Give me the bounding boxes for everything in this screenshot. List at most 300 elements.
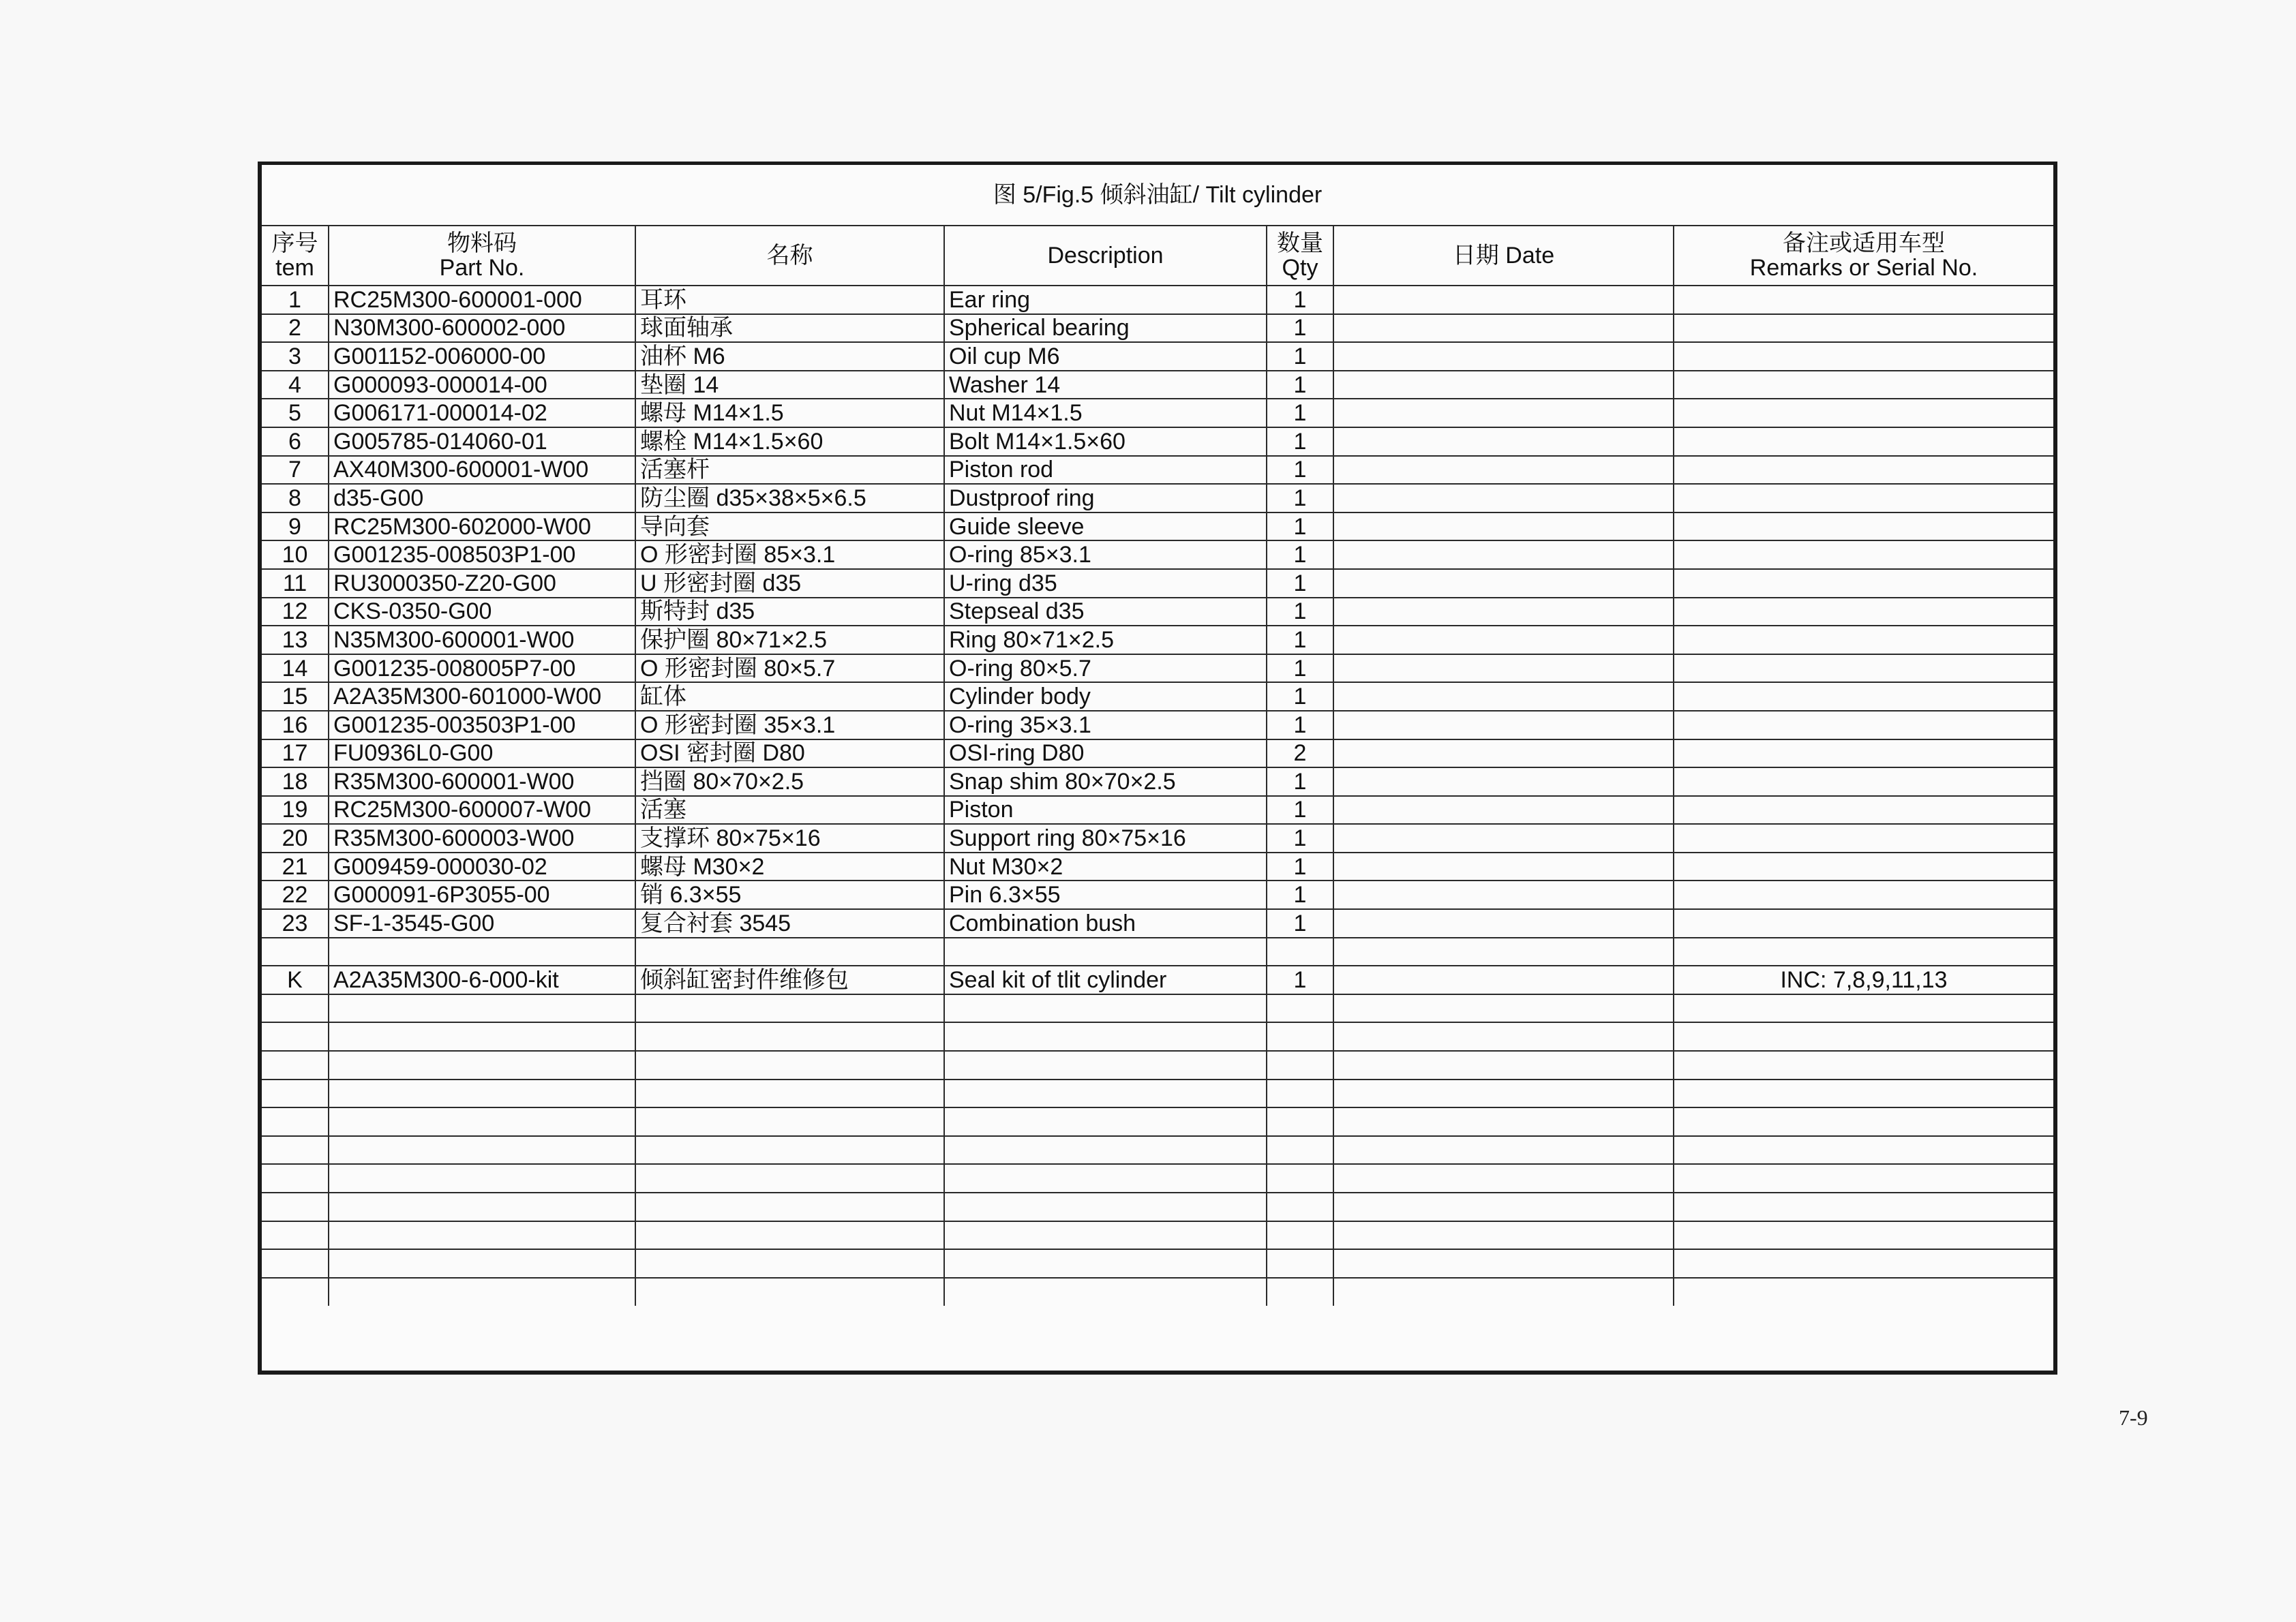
cell-description — [944, 1249, 1267, 1278]
cell-remarks — [1674, 1221, 2053, 1250]
table-row — [262, 682, 2053, 711]
cell-description — [944, 1080, 1267, 1108]
cell-name: 耳环 — [635, 286, 944, 314]
cell-date — [1333, 938, 1674, 966]
cell-item: 2 — [262, 314, 329, 343]
cell-date — [1333, 1107, 1674, 1136]
cell-description: O-ring 85×3.1 — [944, 540, 1267, 569]
cell-remarks: INC: 7,8,9,11,13 — [1674, 966, 2053, 994]
cell-description: Dustproof ring — [944, 484, 1267, 512]
cell-part-no — [329, 994, 635, 1023]
cell-part-no — [329, 1080, 635, 1108]
cell-description: Seal kit of tlit cylinder — [944, 966, 1267, 994]
cell-date — [1333, 796, 1674, 825]
cell-qty — [1267, 1107, 1333, 1136]
cell-date — [1333, 512, 1674, 541]
cell-remarks — [1674, 824, 2053, 853]
cell-part-no — [329, 1221, 635, 1250]
table-row — [262, 1164, 2053, 1193]
cell-remarks — [1674, 881, 2053, 909]
table-row — [262, 484, 2053, 512]
cell-remarks — [1674, 654, 2053, 683]
cell-remarks — [1674, 767, 2053, 796]
cell-qty: 1 — [1267, 796, 1333, 825]
cell-name: 油杯 M6 — [635, 342, 944, 371]
cell-remarks — [1674, 399, 2053, 427]
cell-description — [944, 1107, 1267, 1136]
cell-name: OSI 密封圈 D80 — [635, 739, 944, 768]
cell-item: 17 — [262, 739, 329, 768]
cell-description: Ring 80×71×2.5 — [944, 626, 1267, 654]
cell-item — [262, 1193, 329, 1221]
cell-remarks — [1674, 569, 2053, 598]
cell-qty: 1 — [1267, 427, 1333, 456]
cell-part-no: N35M300-600001-W00 — [329, 626, 635, 654]
cell-remarks — [1674, 682, 2053, 711]
header-part-en: Part No. — [439, 255, 525, 281]
cell-name: 倾斜缸密封件维修包 — [635, 966, 944, 994]
cell-remarks — [1674, 598, 2053, 626]
cell-qty: 2 — [1267, 739, 1333, 768]
cell-date — [1333, 711, 1674, 739]
table-row — [262, 1107, 2053, 1136]
cell-name — [635, 1249, 944, 1278]
cell-item — [262, 1051, 329, 1080]
cell-date — [1333, 540, 1674, 569]
header-name: 名称 — [635, 226, 944, 286]
cell-part-no: RU3000350-Z20-G00 — [329, 569, 635, 598]
cell-date — [1333, 1080, 1674, 1108]
cell-date — [1333, 1136, 1674, 1165]
cell-date — [1333, 626, 1674, 654]
cell-date — [1333, 853, 1674, 881]
cell-part-no: A2A35M300-6-000-kit — [329, 966, 635, 994]
cell-part-no: G005785-014060-01 — [329, 427, 635, 456]
header-description: Description — [944, 226, 1267, 286]
cell-part-no: G009459-000030-02 — [329, 853, 635, 881]
cell-name: 防尘圈 d35×38×5×6.5 — [635, 484, 944, 512]
cell-qty: 1 — [1267, 824, 1333, 853]
cell-name — [635, 1022, 944, 1051]
cell-part-no — [329, 1193, 635, 1221]
cell-item: 8 — [262, 484, 329, 512]
cell-item: 7 — [262, 456, 329, 485]
cell-item: 6 — [262, 427, 329, 456]
cell-qty: 1 — [1267, 314, 1333, 343]
table-row — [262, 342, 2053, 371]
table-row — [262, 1193, 2053, 1221]
cell-date — [1333, 342, 1674, 371]
cell-qty: 1 — [1267, 456, 1333, 485]
cell-name: 垫圈 14 — [635, 371, 944, 399]
cell-part-no: RC25M300-600007-W00 — [329, 796, 635, 825]
cell-qty: 1 — [1267, 682, 1333, 711]
page-number: 7-9 — [2119, 1405, 2148, 1430]
cell-remarks — [1674, 1107, 2053, 1136]
header-remarks-cn: 备注或适用车型 — [1783, 230, 1946, 256]
table-row — [262, 427, 2053, 456]
cell-name — [635, 1278, 944, 1306]
table-row — [262, 371, 2053, 399]
table-row — [262, 824, 2053, 853]
cell-name — [635, 1193, 944, 1221]
cell-remarks — [1674, 739, 2053, 768]
table-row — [262, 966, 2053, 994]
table-row — [262, 853, 2053, 881]
cell-item: 16 — [262, 711, 329, 739]
table-row — [262, 739, 2053, 768]
cell-qty: 1 — [1267, 484, 1333, 512]
cell-description — [944, 1278, 1267, 1306]
cell-part-no — [329, 938, 635, 966]
cell-part-no: G000091-6P3055-00 — [329, 881, 635, 909]
cell-name: O 形密封圈 35×3.1 — [635, 711, 944, 739]
cell-part-no: G000093-000014-00 — [329, 371, 635, 399]
cell-remarks — [1674, 1193, 2053, 1221]
cell-item: 1 — [262, 286, 329, 314]
table-row — [262, 314, 2053, 343]
table-row — [262, 540, 2053, 569]
cell-name: 销 6.3×55 — [635, 881, 944, 909]
cell-item: 5 — [262, 399, 329, 427]
cell-date — [1333, 399, 1674, 427]
cell-date — [1333, 881, 1674, 909]
cell-description — [944, 1022, 1267, 1051]
cell-item — [262, 1107, 329, 1136]
cell-remarks — [1674, 456, 2053, 485]
cell-part-no: N30M300-600002-000 — [329, 314, 635, 343]
cell-name: 复合衬套 3545 — [635, 909, 944, 938]
table-row — [262, 1022, 2053, 1051]
cell-item — [262, 994, 329, 1023]
cell-item — [262, 1022, 329, 1051]
cell-name: 缸体 — [635, 682, 944, 711]
header-date: 日期 Date — [1333, 226, 1674, 286]
cell-part-no — [329, 1164, 635, 1193]
cell-qty: 1 — [1267, 569, 1333, 598]
cell-item — [262, 1164, 329, 1193]
cell-description: OSI-ring D80 — [944, 739, 1267, 768]
cell-description: Piston rod — [944, 456, 1267, 485]
cell-description: Guide sleeve — [944, 512, 1267, 541]
header-item-cn: 序号 — [271, 230, 318, 256]
cell-description: Nut M14×1.5 — [944, 399, 1267, 427]
cell-description: Bolt M14×1.5×60 — [944, 427, 1267, 456]
cell-item — [262, 1221, 329, 1250]
cell-date — [1333, 739, 1674, 768]
cell-date — [1333, 598, 1674, 626]
cell-name — [635, 938, 944, 966]
cell-part-no: R35M300-600001-W00 — [329, 767, 635, 796]
cell-qty: 1 — [1267, 853, 1333, 881]
table-row — [262, 512, 2053, 541]
cell-item: 18 — [262, 767, 329, 796]
cell-qty — [1267, 1278, 1333, 1306]
header-row — [262, 226, 2053, 286]
cell-qty — [1267, 1249, 1333, 1278]
header-item — [262, 226, 329, 286]
table-row — [262, 909, 2053, 938]
cell-date — [1333, 1051, 1674, 1080]
header-part-cn: 物料码 — [447, 230, 517, 256]
table-row — [262, 1136, 2053, 1165]
cell-name — [635, 1136, 944, 1165]
cell-item: 13 — [262, 626, 329, 654]
cell-name — [635, 1164, 944, 1193]
cell-description: Support ring 80×75×16 — [944, 824, 1267, 853]
header-qty-cn: 数量 — [1277, 230, 1323, 256]
cell-item — [262, 1278, 329, 1306]
cell-date — [1333, 1249, 1674, 1278]
cell-part-no — [329, 1051, 635, 1080]
cell-date — [1333, 456, 1674, 485]
cell-name: 球面轴承 — [635, 314, 944, 343]
cell-qty — [1267, 1051, 1333, 1080]
cell-item — [262, 1136, 329, 1165]
cell-name: 活塞杆 — [635, 456, 944, 485]
cell-description: Spherical bearing — [944, 314, 1267, 343]
cell-qty: 1 — [1267, 654, 1333, 683]
cell-description — [944, 1164, 1267, 1193]
header-qty-en: Qty — [1282, 255, 1318, 281]
cell-description: U-ring d35 — [944, 569, 1267, 598]
cell-remarks — [1674, 371, 2053, 399]
cell-item: 10 — [262, 540, 329, 569]
cell-remarks — [1674, 1051, 2053, 1080]
cell-remarks — [1674, 938, 2053, 966]
cell-name: 斯特封 d35 — [635, 598, 944, 626]
table-row — [262, 1221, 2053, 1250]
cell-qty — [1267, 1080, 1333, 1108]
cell-description: Washer 14 — [944, 371, 1267, 399]
cell-part-no: AX40M300-600001-W00 — [329, 456, 635, 485]
cell-qty: 1 — [1267, 626, 1333, 654]
cell-description — [944, 1136, 1267, 1165]
cell-remarks — [1674, 994, 2053, 1023]
cell-description: Combination bush — [944, 909, 1267, 938]
cell-item: 3 — [262, 342, 329, 371]
header-item-en: tem — [275, 255, 314, 281]
header-part-no — [329, 226, 635, 286]
cell-qty: 1 — [1267, 342, 1333, 371]
cell-part-no: G006171-000014-02 — [329, 399, 635, 427]
cell-item: 9 — [262, 512, 329, 541]
cell-date — [1333, 1221, 1674, 1250]
cell-date — [1333, 1193, 1674, 1221]
table-row — [262, 1249, 2053, 1278]
table-row — [262, 456, 2053, 485]
cell-date — [1333, 654, 1674, 683]
cell-qty — [1267, 1136, 1333, 1165]
cell-description — [944, 1193, 1267, 1221]
header-qty — [1267, 226, 1333, 286]
cell-remarks — [1674, 853, 2053, 881]
cell-description: Pin 6.3×55 — [944, 881, 1267, 909]
cell-remarks — [1674, 286, 2053, 314]
cell-description: O-ring 80×5.7 — [944, 654, 1267, 683]
cell-remarks — [1674, 314, 2053, 343]
cell-name: 活塞 — [635, 796, 944, 825]
cell-remarks — [1674, 711, 2053, 739]
cell-qty: 1 — [1267, 598, 1333, 626]
cell-name: 螺母 M14×1.5 — [635, 399, 944, 427]
cell-part-no: G001152-006000-00 — [329, 342, 635, 371]
cell-description: O-ring 35×3.1 — [944, 711, 1267, 739]
table-row — [262, 938, 2053, 966]
cell-remarks — [1674, 484, 2053, 512]
cell-item: 12 — [262, 598, 329, 626]
cell-item: 22 — [262, 881, 329, 909]
cell-item: 15 — [262, 682, 329, 711]
cell-qty: 1 — [1267, 399, 1333, 427]
cell-remarks — [1674, 427, 2053, 456]
table-row — [262, 1278, 2053, 1306]
cell-description: Nut M30×2 — [944, 853, 1267, 881]
cell-remarks — [1674, 1249, 2053, 1278]
cell-part-no: d35-G00 — [329, 484, 635, 512]
cell-date — [1333, 909, 1674, 938]
cell-date — [1333, 314, 1674, 343]
cell-part-no: FU0936L0-G00 — [329, 739, 635, 768]
cell-part-no: G001235-008005P7-00 — [329, 654, 635, 683]
cell-remarks — [1674, 1136, 2053, 1165]
cell-qty — [1267, 938, 1333, 966]
table-row — [262, 767, 2053, 796]
cell-remarks — [1674, 512, 2053, 541]
table-row — [262, 796, 2053, 825]
cell-qty — [1267, 994, 1333, 1023]
cell-date — [1333, 966, 1674, 994]
cell-qty: 1 — [1267, 711, 1333, 739]
cell-name — [635, 994, 944, 1023]
cell-name: 挡圈 80×70×2.5 — [635, 767, 944, 796]
cell-remarks — [1674, 796, 2053, 825]
table-row — [262, 1080, 2053, 1108]
cell-name — [635, 1080, 944, 1108]
cell-part-no: G001235-003503P1-00 — [329, 711, 635, 739]
cell-item: 23 — [262, 909, 329, 938]
header-remarks-en: Remarks or Serial No. — [1749, 255, 1978, 281]
cell-part-no — [329, 1107, 635, 1136]
cell-name: 螺栓 M14×1.5×60 — [635, 427, 944, 456]
cell-name — [635, 1107, 944, 1136]
cell-item: 21 — [262, 853, 329, 881]
parts-list-sheet — [258, 162, 2057, 1375]
table-row — [262, 399, 2053, 427]
cell-qty: 1 — [1267, 966, 1333, 994]
cell-remarks — [1674, 1022, 2053, 1051]
cell-qty: 1 — [1267, 881, 1333, 909]
cell-item: K — [262, 966, 329, 994]
cell-date — [1333, 286, 1674, 314]
cell-name: 支撑环 80×75×16 — [635, 824, 944, 853]
cell-description: Piston — [944, 796, 1267, 825]
cell-qty: 1 — [1267, 540, 1333, 569]
cell-item: 14 — [262, 654, 329, 683]
cell-part-no — [329, 1136, 635, 1165]
cell-description — [944, 994, 1267, 1023]
cell-date — [1333, 1022, 1674, 1051]
cell-qty — [1267, 1193, 1333, 1221]
cell-part-no — [329, 1249, 635, 1278]
table-row — [262, 286, 2053, 314]
cell-date — [1333, 427, 1674, 456]
parts-table — [262, 165, 2053, 1306]
cell-description: Snap shim 80×70×2.5 — [944, 767, 1267, 796]
title-row — [262, 165, 2053, 226]
cell-part-no: SF-1-3545-G00 — [329, 909, 635, 938]
figure-title: 图 5/Fig.5 倾斜油缸/ Tilt cylinder — [262, 165, 2053, 226]
cell-part-no — [329, 1278, 635, 1306]
cell-date — [1333, 484, 1674, 512]
cell-name — [635, 1051, 944, 1080]
cell-date — [1333, 767, 1674, 796]
cell-date — [1333, 994, 1674, 1023]
cell-part-no: R35M300-600003-W00 — [329, 824, 635, 853]
cell-item — [262, 1249, 329, 1278]
table-row — [262, 881, 2053, 909]
cell-name: O 形密封圈 85×3.1 — [635, 540, 944, 569]
cell-date — [1333, 824, 1674, 853]
cell-part-no: A2A35M300-601000-W00 — [329, 682, 635, 711]
cell-name: U 形密封圈 d35 — [635, 569, 944, 598]
cell-date — [1333, 569, 1674, 598]
cell-part-no: RC25M300-602000-W00 — [329, 512, 635, 541]
cell-description: Stepseal d35 — [944, 598, 1267, 626]
cell-date — [1333, 1278, 1674, 1306]
cell-name: O 形密封圈 80×5.7 — [635, 654, 944, 683]
cell-item: 19 — [262, 796, 329, 825]
cell-item: 4 — [262, 371, 329, 399]
cell-item: 11 — [262, 569, 329, 598]
table-row — [262, 1051, 2053, 1080]
cell-qty — [1267, 1022, 1333, 1051]
cell-description — [944, 1221, 1267, 1250]
cell-qty: 1 — [1267, 371, 1333, 399]
table-row — [262, 994, 2053, 1023]
cell-name: 导向套 — [635, 512, 944, 541]
table-row — [262, 598, 2053, 626]
cell-part-no — [329, 1022, 635, 1051]
cell-qty — [1267, 1164, 1333, 1193]
cell-qty: 1 — [1267, 286, 1333, 314]
cell-remarks — [1674, 909, 2053, 938]
cell-name — [635, 1221, 944, 1250]
cell-qty: 1 — [1267, 909, 1333, 938]
cell-remarks — [1674, 1080, 2053, 1108]
cell-item — [262, 1080, 329, 1108]
cell-remarks — [1674, 342, 2053, 371]
cell-remarks — [1674, 1278, 2053, 1306]
cell-remarks — [1674, 626, 2053, 654]
cell-name: 保护圈 80×71×2.5 — [635, 626, 944, 654]
cell-qty — [1267, 1221, 1333, 1250]
cell-date — [1333, 371, 1674, 399]
cell-date — [1333, 682, 1674, 711]
cell-description — [944, 938, 1267, 966]
cell-part-no: G001235-008503P1-00 — [329, 540, 635, 569]
cell-item: 20 — [262, 824, 329, 853]
cell-name: 螺母 M30×2 — [635, 853, 944, 881]
cell-part-no: RC25M300-600001-000 — [329, 286, 635, 314]
cell-description: Cylinder body — [944, 682, 1267, 711]
table-row — [262, 654, 2053, 683]
table-row — [262, 711, 2053, 739]
cell-date — [1333, 1164, 1674, 1193]
table-row — [262, 569, 2053, 598]
table-row — [262, 626, 2053, 654]
cell-description: Ear ring — [944, 286, 1267, 314]
